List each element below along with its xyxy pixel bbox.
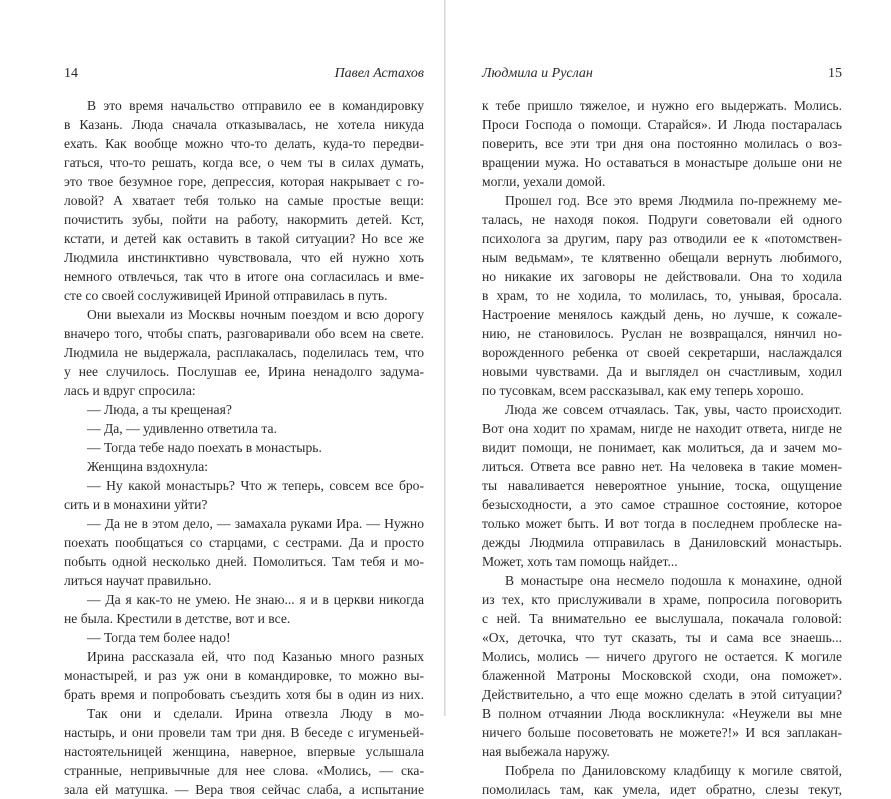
text-line: поверить, все эти три дня она постоянно молилась о воз- bbox=[482, 136, 842, 151]
text-line: лась и вдруг спросила: bbox=[64, 383, 196, 398]
text-line: Молись, молись — ничего другого не остается. К могиле bbox=[482, 649, 842, 664]
text-line: безысходности, а это самое страшное состояние, которое bbox=[482, 497, 842, 512]
text-line: это твое безумное горе, депрессия, которая накрывает с го- bbox=[64, 174, 424, 189]
text-line: не была. Крестили в детстве, вот и все. bbox=[64, 611, 291, 626]
right-running-head: Людмила и Руслан bbox=[482, 66, 593, 81]
left-page bbox=[64, 0, 424, 797]
text-line: странные, непривычные для нее слова. «Молись, — ска- bbox=[64, 763, 424, 778]
text-line: нию, не становилось. Руслан не возвращался, нянчил но- bbox=[482, 326, 842, 341]
text-line: только может быть. И вот тогда в последнем проблеске на- bbox=[482, 516, 842, 531]
text-line: дежды Людмила отправилась в Даниловский монастырь. bbox=[482, 535, 842, 550]
text-line: помолилась там, как умела, идет обратно, слезы текут, bbox=[482, 782, 842, 797]
left-running-head: Павел Астахов bbox=[334, 66, 424, 81]
text-line: Они выехали из Москвы ночным поездом и всю дорогу bbox=[87, 307, 424, 322]
text-line: вращении мужа. Но оставаться в монастыре дольше они не bbox=[482, 155, 842, 170]
text-line: в Казань. Люда сначала отказывалась, не хотела никуда bbox=[64, 117, 424, 132]
text-line: «Ох, деточка, что тут сказать, ты и сама все знаешь... bbox=[482, 630, 842, 645]
book-gutter bbox=[444, 0, 446, 716]
text-line: В это время начальство отправило ее в командировку bbox=[87, 98, 424, 113]
text-line: ворожденного ребенка от своей секретарши, наслаждался bbox=[482, 345, 842, 360]
text-line: В полном отчаянии Люда воскликнула: «Неужели вы мне bbox=[482, 706, 842, 721]
text-line: — Люда, а ты крещеная? bbox=[87, 402, 232, 417]
text-line: — Тогда тем более надо! bbox=[87, 630, 231, 645]
text-line: Женщина вздохнула: bbox=[87, 459, 209, 474]
text-line: могли, уехали домой. bbox=[482, 174, 606, 189]
text-line: блаженной Матроны Московской сходи, она поможет». bbox=[482, 668, 842, 683]
right-page-body bbox=[482, 96, 842, 799]
text-line: Людмила инстинктивно чувствовала, что ей нужно хоть bbox=[64, 250, 424, 265]
text-line: по тусовкам, всем рассказывал, как ему теперь хорошо. bbox=[482, 383, 804, 398]
text-line: сить и в монахини уйти? bbox=[64, 497, 208, 512]
text-line: сте со своей сослуживицей Ириной отправилась в путь. bbox=[64, 288, 388, 303]
text-line: новыми чувствами. Да и выглядел он счастливым, ходил bbox=[482, 364, 842, 379]
text-line: Вот она ходит по храмам, нигде не находит ответа, нигде не bbox=[482, 421, 842, 436]
text-line: — Тогда тебе надо поехать в монастырь. bbox=[87, 440, 322, 455]
text-line: ты наваливается невероятное уныние, тоска, ощущение bbox=[482, 478, 842, 493]
text-line: кстати, и детей как оставить в такой ситуации? Но все же bbox=[64, 231, 424, 246]
text-line: Настроение менялось каждый день, но лучше, к сожале- bbox=[482, 307, 842, 322]
text-line: В монастыре она несмело подошла к монахине, одной bbox=[505, 573, 842, 588]
text-line: — Ну какой монастырь? Что ж теперь, совсем все бро- bbox=[87, 478, 424, 493]
text-line: брать время и попробовать съездить хотя бы в один из них. bbox=[64, 687, 424, 702]
right-page bbox=[482, 0, 842, 797]
text-line: ловой? А хватает тебя только на самые простые вещи: bbox=[64, 193, 424, 208]
text-line: Может, хоть там помощь найдет... bbox=[482, 554, 678, 569]
text-line: Людмила не выдержала, расплакалась, поделилась тем, что bbox=[64, 345, 424, 360]
text-line: из тех, кто прислуживали в храме, попросила поговорить bbox=[482, 592, 842, 607]
text-line: настоятельницей женщина, наверное, впервые услышала bbox=[64, 744, 424, 759]
left-page-body bbox=[64, 96, 424, 799]
text-line: Ирина рассказала ей, что под Казанью много разных bbox=[87, 649, 424, 664]
text-line: немного отвлечься, так что в итоге она согласилась и вме- bbox=[64, 269, 424, 284]
text-line: но никакие их заговоры не действовали. Она то ходила bbox=[482, 269, 842, 284]
text-line: монастырей, и раз уж они в командировке, то можно вы- bbox=[64, 668, 424, 683]
text-line: у нее случилось. Послушав ее, Ирина ненадолго задума- bbox=[64, 364, 424, 379]
right-page-header bbox=[482, 66, 842, 82]
text-line: литься. Ответа все равно нет. На человека в такие момен- bbox=[482, 459, 842, 474]
text-line: видит помощи, не понимает, как молиться, да и зачем мо- bbox=[482, 440, 842, 455]
text-line: — Да, — удивленно ответила та. bbox=[87, 421, 277, 436]
text-line: Так они и сделали. Ирина отвезла Люду в мо- bbox=[87, 706, 424, 721]
text-line: гаться, что-то решать, когда все, о чем ты в силах думать, bbox=[64, 155, 424, 170]
text-line: — Да я как-то не умею. Не знаю... я и в церкви никогда bbox=[87, 592, 424, 607]
text-line: — Да не в этом дело, — замахала руками Ира. — Нужно bbox=[87, 516, 424, 531]
text-line: поехать пообщаться со старцами, с сестрами. Да и просто bbox=[64, 535, 424, 550]
text-line: почистить зубы, пойти на работу, накормить детей. Кст, bbox=[64, 212, 424, 227]
text-line: ничего больше посоветовать не можете?!» И вся заплакан- bbox=[482, 725, 842, 740]
text-line: ным ведьмам», те клятвенно обещали вернуть любимого, bbox=[482, 250, 842, 265]
text-line: литься научат правильно. bbox=[64, 573, 212, 588]
text-line: Проси Господа о помощи. Старайся». И Люда постаралась bbox=[482, 117, 842, 132]
text-line: с ней. Та внимательно ее выслушала, покачала головой: bbox=[482, 611, 842, 626]
text-line: настырь, и они провели там три дня. В беседе с игуменьей- bbox=[64, 725, 424, 740]
text-line: психолога за другим, пару раз отводили ее к «потомствен- bbox=[482, 231, 842, 246]
right-page-number: 15 bbox=[828, 66, 842, 81]
left-page-number: 14 bbox=[64, 66, 78, 81]
left-page-header bbox=[64, 66, 424, 82]
text-line: Люда же совсем отчаялась. Так, увы, часто происходит. bbox=[505, 402, 842, 417]
text-line: к тебе пришло тяжелое, и нужно его выдержать. Молись. bbox=[482, 98, 842, 113]
text-line: побыть одной несколько дней. Помолиться. Там тебя и мо- bbox=[64, 554, 424, 569]
text-line: вначеро того, чтобы спать, разговаривали обо всем на свете. bbox=[64, 326, 424, 341]
text-line: в храм, то не ходила, то молилась, то, унывая, бросала. bbox=[482, 288, 842, 303]
text-line: зала ей матушка. — Вера твоя сейчас слаба, а испытание bbox=[64, 782, 424, 797]
text-line: талась, не находя покоя. Подруги советовали ей одного bbox=[482, 212, 842, 227]
text-line: Действительно, а что еще можно сделать в этой ситуации? bbox=[482, 687, 842, 702]
text-line: ехать. Как вообще можно что-то делать, куда-то передви- bbox=[64, 136, 424, 151]
text-line: ная выбежала наружу. bbox=[482, 744, 610, 759]
text-line: Побрела по Даниловскому кладбищу к могиле святой, bbox=[505, 763, 842, 778]
text-line: Прошел год. Все это время Людмила по-прежнему ме- bbox=[505, 193, 842, 208]
